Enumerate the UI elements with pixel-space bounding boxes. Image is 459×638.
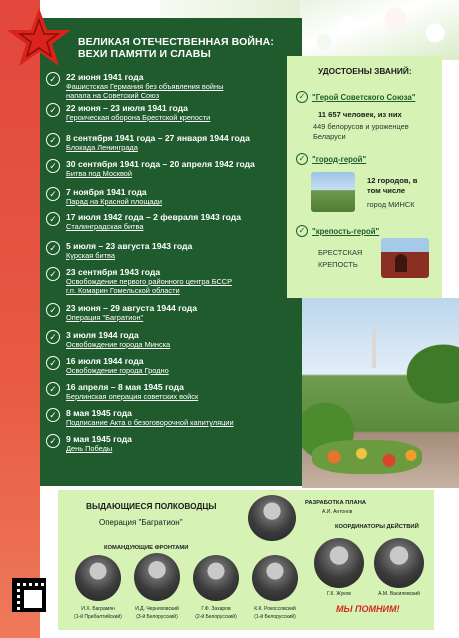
red-star-icon bbox=[4, 6, 74, 68]
portrait-chernyakhovsky bbox=[134, 553, 180, 601]
event-description[interactable]: День Победы bbox=[66, 444, 113, 453]
portrait-vasilevsky bbox=[374, 538, 424, 588]
city-count: том числе bbox=[367, 186, 406, 195]
check-icon: ✓ bbox=[296, 225, 308, 237]
coordinator-name: А.М. Василевский bbox=[378, 591, 420, 597]
event-description[interactable]: Операция "Багратион" bbox=[66, 313, 144, 322]
awards-title: УДОСТОЕНЫ ЗВАНИЙ: bbox=[318, 66, 412, 76]
event-date: 9 мая 1945 года bbox=[66, 434, 132, 444]
check-icon: ✓ bbox=[46, 187, 60, 201]
timeline-item bbox=[46, 241, 302, 267]
commanders-title: ВЫДАЮЩИЕСЯ ПОЛКОВОДЦЫ bbox=[86, 501, 217, 511]
page-title: ВЕЛИКАЯ ОТЕЧЕСТВЕННАЯ ВОЙНА: ВЕХИ ПАМЯТИ И СЛАВЫ bbox=[78, 36, 274, 60]
blossom-branch-image bbox=[300, 0, 459, 60]
city-note: город МИНСК bbox=[367, 200, 415, 209]
event-description[interactable]: Блокада Ленинграда bbox=[66, 143, 138, 152]
award-hero-heading bbox=[296, 91, 415, 103]
event-date: 3 июля 1944 года bbox=[66, 330, 139, 340]
event-date: 16 апреля – 8 мая 1945 года bbox=[66, 382, 184, 392]
memorial-photo bbox=[302, 298, 459, 488]
award-city-heading bbox=[296, 153, 366, 165]
commander-name: И.Х. Баграмян bbox=[81, 606, 115, 612]
commander-front: (1-й Белорусский) bbox=[254, 614, 296, 620]
check-icon: ✓ bbox=[46, 133, 60, 147]
check-icon: ✓ bbox=[46, 382, 60, 396]
flowerbed bbox=[312, 440, 422, 474]
event-description[interactable]: Героическая оборона Брестской крепости bbox=[66, 113, 211, 122]
qr-code-icon[interactable] bbox=[12, 578, 46, 612]
award-fortress-heading bbox=[296, 225, 379, 237]
timeline-list bbox=[46, 72, 302, 460]
event-description[interactable]: Освобождение города Гродно bbox=[66, 366, 169, 375]
commander-name: И.Д. Черняховский bbox=[135, 606, 179, 612]
event-description[interactable]: Битва под Москвой bbox=[66, 169, 133, 178]
timeline-item bbox=[46, 330, 302, 356]
event-description[interactable]: Курская битва bbox=[66, 251, 115, 260]
check-icon: ✓ bbox=[46, 241, 60, 255]
timeline-item bbox=[46, 267, 302, 303]
timeline-item bbox=[46, 212, 302, 241]
commander-name: К.К. Рокоссовский bbox=[254, 606, 296, 612]
event-date: 7 ноября 1941 года bbox=[66, 187, 147, 197]
event-date: 30 сентября 1941 года – 20 апреля 1942 года bbox=[66, 159, 255, 169]
check-icon: ✓ bbox=[296, 91, 308, 103]
event-description[interactable]: Парад на Красной площади bbox=[66, 197, 162, 206]
timeline-item bbox=[46, 187, 302, 212]
check-icon: ✓ bbox=[296, 153, 308, 165]
check-icon: ✓ bbox=[46, 159, 60, 173]
check-icon: ✓ bbox=[46, 330, 60, 344]
coordinator-name: Г.К. Жуков bbox=[327, 591, 351, 597]
portrait-bagramyan bbox=[75, 555, 121, 601]
event-date: 17 июля 1942 года – 2 февраля 1943 года bbox=[66, 212, 241, 222]
portrait-rokossovsky bbox=[252, 555, 298, 601]
portrait-planner bbox=[248, 495, 296, 541]
event-description[interactable]: Освобождение города Минска bbox=[66, 340, 171, 349]
timeline-item bbox=[46, 159, 302, 187]
fortress-note: БРЕСТСКАЯ bbox=[318, 248, 363, 257]
timeline-item bbox=[46, 356, 302, 382]
hero-count: 11 657 человек, из них bbox=[318, 110, 402, 119]
check-icon: ✓ bbox=[46, 72, 60, 86]
operation-name: Операция "Багратион" bbox=[99, 518, 183, 527]
check-icon: ✓ bbox=[46, 303, 60, 317]
city-count: 12 городов, в bbox=[367, 176, 418, 185]
event-description[interactable]: Подписание Акта о безоговорочной капитуляции bbox=[66, 418, 234, 427]
event-date: 23 сентября 1943 года bbox=[66, 267, 161, 277]
commander-name: Г.Ф. Захаров bbox=[201, 606, 231, 612]
event-description[interactable]: Фашистская Германия без объявления войны bbox=[66, 82, 224, 91]
check-icon: ✓ bbox=[46, 408, 60, 422]
mound-of-glory-image bbox=[311, 172, 355, 212]
timeline-item bbox=[46, 382, 302, 408]
timeline-item bbox=[46, 408, 302, 434]
obelisk bbox=[372, 328, 376, 368]
brest-fortress-image bbox=[381, 238, 429, 278]
commander-front: (2-й Белорусский) bbox=[195, 614, 237, 620]
check-icon: ✓ bbox=[46, 434, 60, 448]
event-description[interactable]: Берлинская операция советских войск bbox=[66, 392, 199, 401]
event-date: 8 сентября 1941 года – 27 января 1944 года bbox=[66, 133, 250, 143]
event-date: 5 июля – 23 августа 1943 года bbox=[66, 241, 193, 251]
award-fortress-label[interactable]: "крепость-герой" bbox=[312, 226, 380, 236]
fronts-title: КОМАНДУЮЩИЕ ФРОНТАМИ bbox=[104, 545, 189, 551]
timeline-item bbox=[46, 72, 302, 103]
commander-front: (1-й Прибалтийский) bbox=[74, 614, 122, 620]
coordinators-title: КООРДИНАТОРЫ ДЕЙСТВИЙ bbox=[335, 524, 419, 530]
event-description[interactable]: г.п. Комарин Гомельской области bbox=[66, 286, 180, 296]
portrait-zhukov bbox=[314, 538, 364, 588]
timeline-item bbox=[46, 133, 302, 159]
check-icon: ✓ bbox=[46, 267, 60, 281]
event-date: 23 июня – 29 августа 1944 года bbox=[66, 303, 197, 313]
timeline-item bbox=[46, 434, 302, 460]
commander-front: (3-й Белорусский) bbox=[136, 614, 178, 620]
left-red-stripe bbox=[0, 0, 40, 638]
fortress-note: КРЕПОСТЬ bbox=[318, 260, 358, 269]
event-description[interactable]: Сталинградская битва bbox=[66, 222, 144, 231]
award-city-label[interactable]: "город-герой" bbox=[312, 154, 367, 164]
slogan-we-remember: МЫ ПОМНИМ! bbox=[336, 604, 400, 614]
timeline-item bbox=[46, 103, 302, 133]
plan-title: РАЗРАБОТКА ПЛАНА bbox=[305, 500, 367, 506]
event-date: 8 мая 1945 года bbox=[66, 408, 132, 418]
event-date: 16 июля 1944 года bbox=[66, 356, 144, 366]
event-description[interactable]: Освобождение первого районного центра БССР bbox=[66, 277, 233, 286]
check-icon: ✓ bbox=[46, 103, 60, 117]
timeline-item bbox=[46, 303, 302, 330]
hero-note: Беларуси bbox=[313, 132, 346, 141]
hero-note: 449 белорусов и уроженцев bbox=[313, 122, 409, 131]
event-date: 22 июня – 23 июля 1941 года bbox=[66, 103, 188, 113]
check-icon: ✓ bbox=[46, 356, 60, 370]
award-hero-label[interactable]: "Герой Советского Союза" bbox=[312, 92, 416, 102]
event-description[interactable]: напала на Советский Союз bbox=[66, 91, 160, 101]
check-icon: ✓ bbox=[46, 212, 60, 226]
event-date: 22 июня 1941 года bbox=[66, 72, 144, 82]
planner-name: А.И. Антонов bbox=[322, 509, 353, 515]
portrait-zakharov bbox=[193, 555, 239, 601]
